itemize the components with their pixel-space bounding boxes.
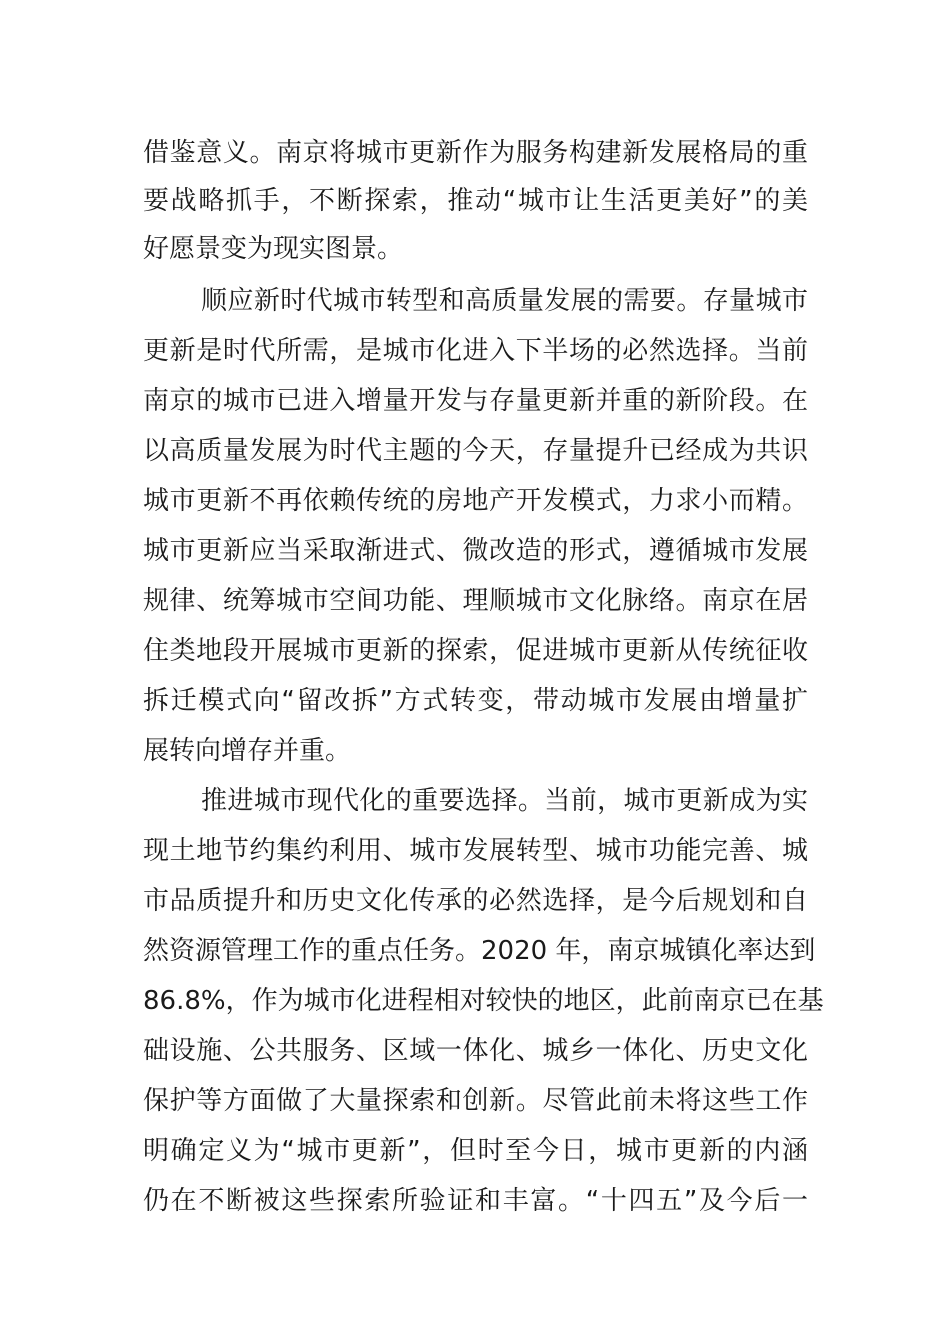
text-line: 更新是时代所需，是城市化进入下半场的必然选择。当前 bbox=[143, 336, 808, 366]
text-line: 规律、统筹城市空间功能、理顺城市文化脉络。南京在居 bbox=[143, 586, 808, 616]
text-line: 然资源管理工作的重点任务。2020 年，南京城镇化率达到 bbox=[143, 936, 816, 966]
text-line: 城市更新不再依赖传统的房地产开发模式，力求小而精。 bbox=[143, 486, 808, 516]
paragraph-first-line: 推进城市现代化的重要选择。当前，城市更新成为实 bbox=[201, 786, 808, 816]
text-line: 南京的城市已进入增量开发与存量更新并重的新阶段。在 bbox=[143, 386, 808, 416]
text-line: 现土地节约集约利用、城市发展转型、城市功能完善、城 bbox=[143, 836, 808, 866]
text-line: 借鉴意义。南京将城市更新作为服务构建新发展格局的重 bbox=[143, 138, 808, 168]
text-line: 保护等方面做了大量探索和创新。尽管此前未将这些工作 bbox=[143, 1086, 808, 1116]
text-line: 拆迁模式向“留改拆”方式转变，带动城市发展由增量扩 bbox=[143, 686, 808, 716]
text-line: 仍在不断被这些探索所验证和丰富。“十四五”及今后一 bbox=[143, 1186, 808, 1216]
text-line: 市品质提升和历史文化传承的必然选择，是今后规划和自 bbox=[143, 886, 808, 916]
text-line: 展转向增存并重。 bbox=[143, 736, 352, 766]
text-line: 础设施、公共服务、区域一体化、城乡一体化、历史文化 bbox=[143, 1036, 808, 1066]
text-line: 要战略抓手，不断探索，推动“城市让生活更美好”的美 bbox=[143, 186, 808, 216]
text-line: 好愿景变为现实图景。 bbox=[143, 234, 404, 264]
text-line: 城市更新应当采取渐进式、微改造的形式，遵循城市发展 bbox=[143, 536, 808, 566]
text-line: 住类地段开展城市更新的探索，促进城市更新从传统征收 bbox=[143, 636, 808, 666]
text-line: 以高质量发展为时代主题的今天，存量提升已经成为共识 bbox=[143, 436, 808, 466]
paragraph-first-line: 顺应新时代城市转型和高质量发展的需要。存量城市 bbox=[201, 286, 808, 316]
text-line: 明确定义为“城市更新”，但时至今日，城市更新的内涵 bbox=[143, 1136, 808, 1166]
text-line: 86.8%，作为城市化进程相对较快的地区，此前南京已在基 bbox=[143, 986, 824, 1016]
